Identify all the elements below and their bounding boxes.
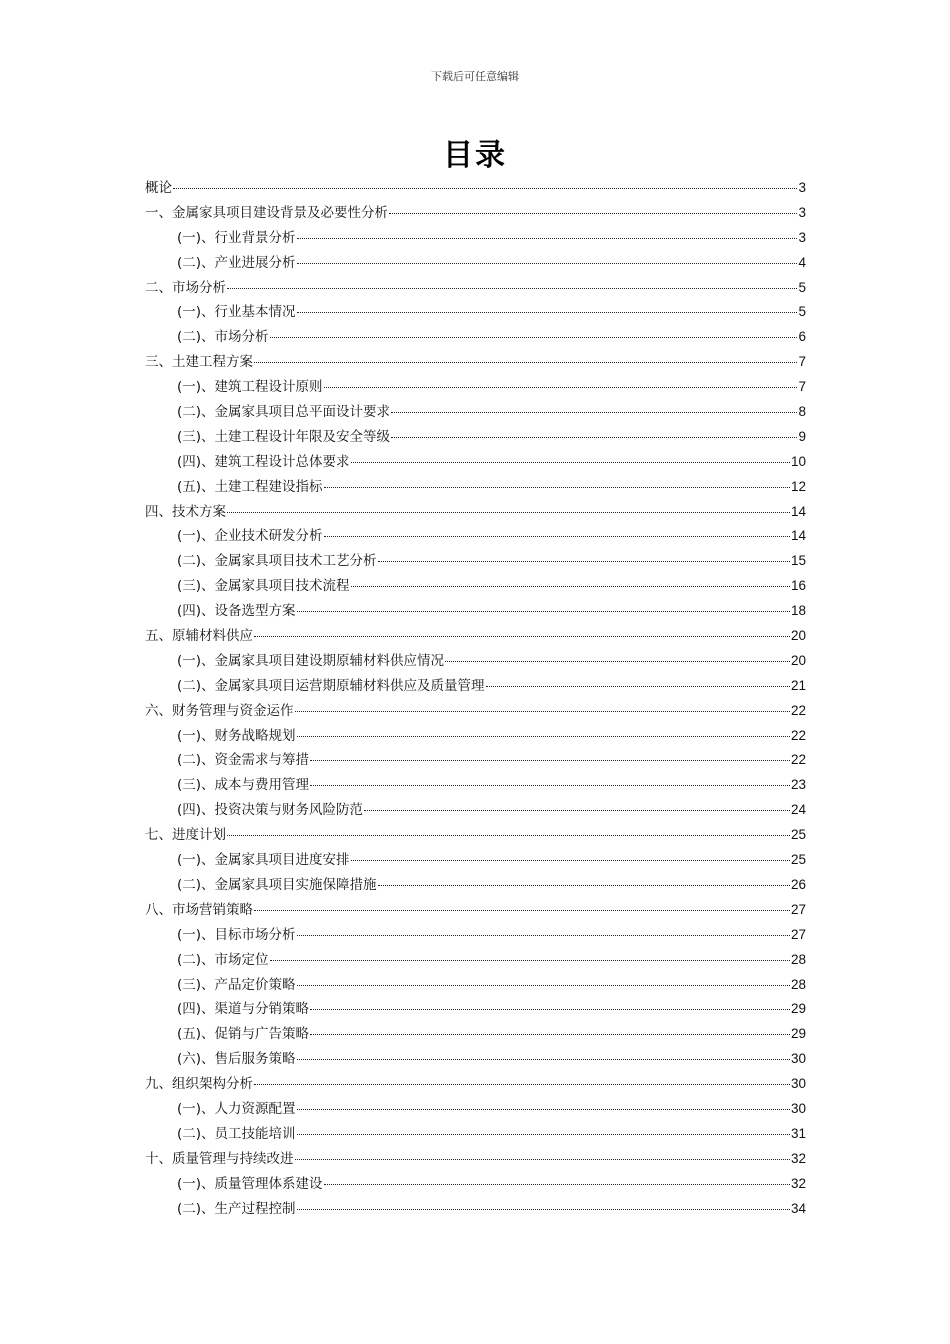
toc-entry-label: 四、技术方案 bbox=[145, 503, 226, 520]
dot-leader bbox=[378, 871, 790, 886]
dot-leader bbox=[297, 1046, 790, 1061]
dot-leader bbox=[324, 374, 798, 389]
toc-entry[interactable] bbox=[145, 475, 806, 500]
toc-entry-label: (二)、市场定位 bbox=[177, 951, 269, 968]
toc-entry[interactable] bbox=[145, 375, 806, 400]
toc-entry-label: (二)、生产过程控制 bbox=[177, 1200, 296, 1217]
toc-entry-label: (二)、金属家具项目技术工艺分析 bbox=[177, 553, 377, 570]
toc-entry[interactable] bbox=[145, 898, 806, 923]
toc-entry-label: 五、原辅材料供应 bbox=[145, 628, 253, 645]
toc-entry-page-number: 24 bbox=[790, 802, 806, 818]
toc-entry-page-number: 22 bbox=[790, 702, 806, 718]
toc-entry-page-number: 14 bbox=[790, 503, 806, 519]
toc-entry-label: (一)、行业基本情况 bbox=[177, 304, 296, 321]
toc-entry-label: 一、金属家具项目建设背景及必要性分析 bbox=[145, 204, 388, 221]
toc-entry-page-number: 26 bbox=[790, 876, 806, 892]
toc-entry-page-number: 28 bbox=[790, 976, 806, 992]
dot-leader bbox=[324, 473, 790, 488]
toc-entry[interactable] bbox=[145, 973, 806, 998]
toc-entry-page-number: 9 bbox=[798, 428, 806, 444]
dot-leader bbox=[378, 548, 790, 563]
toc-entry[interactable] bbox=[145, 450, 806, 475]
toc-entry-label: (一)、金属家具项目建设期原辅材料供应情况 bbox=[177, 652, 445, 669]
toc-entry[interactable] bbox=[145, 724, 806, 749]
toc-entry-label: (二)、金属家具项目实施保障措施 bbox=[177, 876, 377, 893]
toc-entry[interactable] bbox=[145, 251, 806, 276]
toc-entry-label: (三)、金属家具项目技术流程 bbox=[177, 578, 350, 595]
toc-entry-label: (四)、建筑工程设计总体要求 bbox=[177, 453, 350, 470]
toc-entry-label: (三)、土建工程设计年限及安全等级 bbox=[177, 428, 391, 445]
dot-leader bbox=[297, 1120, 790, 1135]
toc-entry-page-number: 28 bbox=[790, 951, 806, 967]
dot-leader bbox=[351, 847, 790, 862]
toc-entry-page-number: 8 bbox=[798, 404, 806, 420]
dot-leader bbox=[324, 523, 790, 538]
toc-entry[interactable] bbox=[145, 524, 806, 549]
dot-leader bbox=[391, 399, 797, 414]
toc-entry[interactable] bbox=[145, 798, 806, 823]
toc-entry-label: (四)、设备选型方案 bbox=[177, 603, 296, 620]
dot-leader bbox=[297, 971, 790, 986]
toc-entry[interactable] bbox=[145, 1047, 806, 1072]
toc-entry-label: (五)、土建工程建设指标 bbox=[177, 478, 323, 495]
toc-entry-label: (一)、目标市场分析 bbox=[177, 926, 296, 943]
dot-leader bbox=[227, 498, 790, 513]
toc-entry-page-number: 7 bbox=[798, 379, 806, 395]
toc-entry-label: (六)、售后服务策略 bbox=[177, 1051, 296, 1068]
toc-entry[interactable] bbox=[145, 649, 806, 674]
dot-leader bbox=[445, 647, 790, 662]
toc-entry-label: (一)、财务战略规划 bbox=[177, 727, 296, 744]
dot-leader bbox=[295, 697, 790, 712]
dot-leader bbox=[391, 423, 797, 438]
dot-leader bbox=[227, 274, 797, 289]
toc-entry-page-number: 27 bbox=[790, 926, 806, 942]
toc-entry-label: (一)、建筑工程设计原则 bbox=[177, 379, 323, 396]
toc-entry-page-number: 5 bbox=[798, 279, 806, 295]
toc-entry-page-number: 23 bbox=[790, 777, 806, 793]
toc-entry-page-number: 3 bbox=[798, 204, 806, 220]
toc-entry[interactable] bbox=[145, 748, 806, 773]
toc-entry[interactable] bbox=[145, 997, 806, 1022]
dot-leader bbox=[486, 672, 790, 687]
dot-leader bbox=[351, 448, 790, 463]
toc-entry-label: (二)、金属家具项目总平面设计要求 bbox=[177, 404, 391, 421]
dot-leader bbox=[173, 175, 797, 190]
toc-entry-label: 三、土建工程方案 bbox=[145, 354, 253, 371]
toc-entry[interactable] bbox=[145, 300, 806, 325]
toc-entry[interactable] bbox=[145, 350, 806, 375]
toc-entry-label: (二)、资金需求与筹措 bbox=[177, 752, 310, 769]
dot-leader bbox=[310, 772, 790, 787]
toc-entry[interactable] bbox=[145, 1072, 806, 1097]
dot-leader bbox=[310, 747, 790, 762]
toc-entry-label: (一)、金属家具项目进度安排 bbox=[177, 852, 350, 869]
toc-entry-label: (一)、质量管理体系建设 bbox=[177, 1175, 323, 1192]
toc-entry-page-number: 5 bbox=[798, 304, 806, 320]
toc-entry-page-number: 21 bbox=[790, 677, 806, 693]
toc-entry[interactable] bbox=[145, 1172, 806, 1197]
toc-entry[interactable] bbox=[145, 773, 806, 798]
toc-entry-page-number: 30 bbox=[790, 1100, 806, 1116]
dot-leader bbox=[310, 1021, 790, 1036]
toc-entry-page-number: 32 bbox=[790, 1150, 806, 1166]
dot-leader bbox=[227, 822, 790, 837]
toc-entry-page-number: 16 bbox=[790, 578, 806, 594]
toc-entry[interactable] bbox=[145, 201, 806, 226]
dot-leader bbox=[297, 598, 790, 613]
toc-entry-page-number: 4 bbox=[798, 254, 806, 270]
toc-entry-label: 十、质量管理与持续改进 bbox=[145, 1150, 294, 1167]
toc-entry-page-number: 34 bbox=[790, 1200, 806, 1216]
toc-entry-label: (二)、金属家具项目运营期原辅材料供应及质量管理 bbox=[177, 677, 485, 694]
dot-leader bbox=[254, 623, 790, 638]
toc-entry-page-number: 29 bbox=[790, 1001, 806, 1017]
toc-entry-page-number: 22 bbox=[790, 752, 806, 768]
toc-entry[interactable] bbox=[145, 923, 806, 948]
toc-entry[interactable] bbox=[145, 873, 806, 898]
toc-entry-page-number: 20 bbox=[790, 652, 806, 668]
toc-entry-page-number: 20 bbox=[790, 628, 806, 644]
toc-entry-page-number: 6 bbox=[798, 329, 806, 345]
toc-entry-label: 八、市场营销策略 bbox=[145, 901, 253, 918]
dot-leader bbox=[297, 1195, 790, 1210]
toc-entry[interactable] bbox=[145, 226, 806, 251]
toc-entry-page-number: 32 bbox=[790, 1175, 806, 1191]
toc-entry-page-number: 14 bbox=[790, 528, 806, 544]
toc-entry-page-number: 25 bbox=[790, 852, 806, 868]
toc-entry[interactable] bbox=[145, 599, 806, 624]
toc-entry[interactable] bbox=[145, 1147, 806, 1172]
toc-entry[interactable] bbox=[145, 325, 806, 350]
toc-title: 目录 bbox=[443, 138, 507, 173]
dot-leader bbox=[254, 1071, 790, 1086]
dot-leader bbox=[297, 299, 798, 314]
header-note: 下载后可任意编辑 bbox=[431, 70, 519, 83]
toc-entry-label: (一)、企业技术研发分析 bbox=[177, 528, 323, 545]
toc-entry-label: 概论 bbox=[145, 180, 172, 196]
toc-entry[interactable] bbox=[145, 425, 806, 450]
dot-leader bbox=[364, 797, 790, 812]
toc-entry[interactable] bbox=[145, 500, 806, 525]
toc-entry-page-number: 3 bbox=[798, 229, 806, 245]
dot-leader bbox=[270, 324, 798, 339]
table-of-contents bbox=[145, 176, 806, 1221]
toc-entry[interactable] bbox=[145, 699, 806, 724]
toc-entry[interactable] bbox=[145, 1197, 806, 1222]
dot-leader bbox=[310, 996, 790, 1011]
toc-entry-page-number: 29 bbox=[790, 1026, 806, 1042]
toc-entry[interactable] bbox=[145, 549, 806, 574]
toc-entry-page-number: 7 bbox=[798, 354, 806, 370]
toc-entry-page-number: 3 bbox=[798, 180, 806, 195]
toc-entry[interactable] bbox=[145, 1122, 806, 1147]
dot-leader bbox=[254, 896, 790, 911]
toc-entry-page-number: 12 bbox=[790, 478, 806, 494]
dot-leader bbox=[297, 722, 790, 737]
toc-entry-page-number: 27 bbox=[790, 901, 806, 917]
toc-entry-label: (三)、产品定价策略 bbox=[177, 976, 296, 993]
toc-entry-page-number: 30 bbox=[790, 1076, 806, 1092]
toc-entry[interactable] bbox=[145, 1022, 806, 1047]
dot-leader bbox=[297, 249, 798, 264]
dot-leader bbox=[297, 921, 790, 936]
toc-entry-label: (四)、渠道与分销策略 bbox=[177, 1001, 310, 1018]
toc-entry-label: 二、市场分析 bbox=[145, 279, 226, 296]
toc-entry-label: (二)、员工技能培训 bbox=[177, 1125, 296, 1142]
toc-entry[interactable] bbox=[145, 176, 806, 201]
toc-entry-page-number: 18 bbox=[790, 603, 806, 619]
toc-entry[interactable] bbox=[145, 400, 806, 425]
dot-leader bbox=[254, 349, 797, 364]
toc-entry-label: 七、进度计划 bbox=[145, 827, 226, 844]
dot-leader bbox=[389, 199, 797, 214]
dot-leader bbox=[297, 224, 798, 239]
toc-entry-page-number: 31 bbox=[790, 1125, 806, 1141]
toc-entry-label: (四)、投资决策与财务风险防范 bbox=[177, 802, 364, 819]
toc-entry-label: (二)、产业进展分析 bbox=[177, 254, 296, 271]
dot-leader bbox=[351, 573, 790, 588]
toc-entry[interactable] bbox=[145, 624, 806, 649]
toc-entry-label: (二)、市场分析 bbox=[177, 329, 269, 346]
toc-entry-page-number: 15 bbox=[790, 553, 806, 569]
toc-entry[interactable] bbox=[145, 574, 806, 599]
toc-entry-page-number: 30 bbox=[790, 1051, 806, 1067]
toc-entry-label: (一)、人力资源配置 bbox=[177, 1100, 296, 1117]
toc-entry[interactable] bbox=[145, 674, 806, 699]
toc-entry[interactable] bbox=[145, 823, 806, 848]
toc-entry-label: (三)、成本与费用管理 bbox=[177, 777, 310, 794]
toc-entry-label: 九、组织架构分析 bbox=[145, 1076, 253, 1093]
dot-leader bbox=[324, 1170, 790, 1185]
dot-leader bbox=[270, 946, 790, 961]
toc-entry-label: (五)、促销与广告策略 bbox=[177, 1026, 310, 1043]
toc-entry[interactable] bbox=[145, 1097, 806, 1122]
toc-entry-page-number: 22 bbox=[790, 727, 806, 743]
toc-entry-page-number: 10 bbox=[790, 453, 806, 469]
toc-entry[interactable] bbox=[145, 948, 806, 973]
dot-leader bbox=[295, 1145, 790, 1160]
toc-entry[interactable] bbox=[145, 276, 806, 301]
toc-entry[interactable] bbox=[145, 848, 806, 873]
toc-entry-label: 六、财务管理与资金运作 bbox=[145, 702, 294, 719]
dot-leader bbox=[297, 1095, 790, 1110]
toc-entry-page-number: 25 bbox=[790, 827, 806, 843]
toc-entry-label: (一)、行业背景分析 bbox=[177, 229, 296, 246]
